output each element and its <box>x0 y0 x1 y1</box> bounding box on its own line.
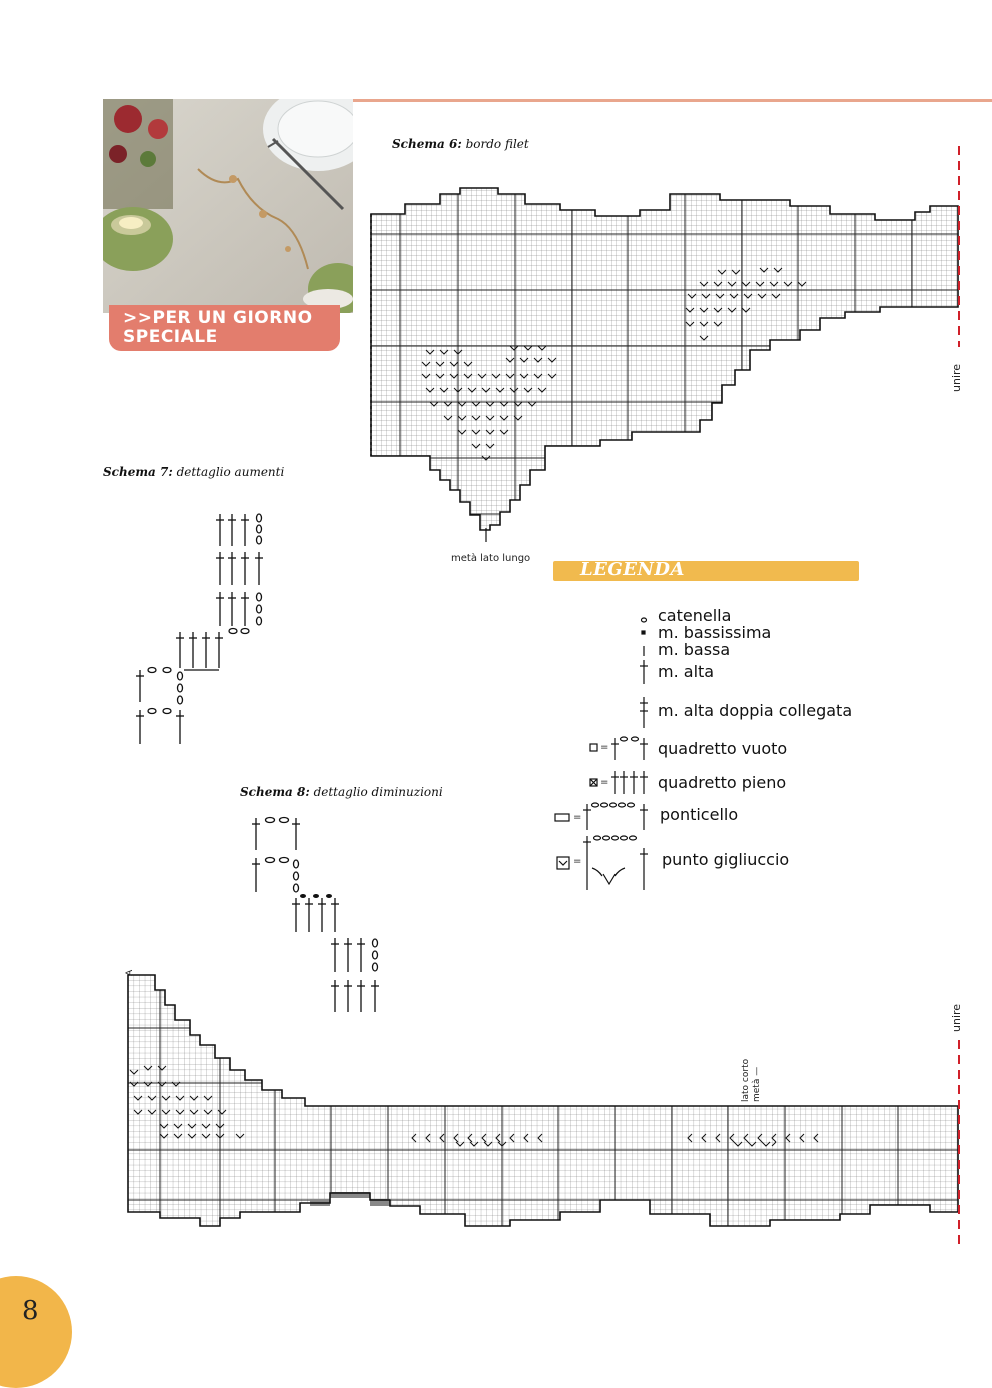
section-banner-text: >>PER UN GIORNO SPECIALE <box>123 308 313 347</box>
schema6-caption-bold: Schema 6: <box>392 137 462 151</box>
legend-item-alta: m. alta <box>658 662 715 681</box>
legend-title: LEGENDA <box>580 559 685 580</box>
schema6-join-label: unire <box>950 363 963 392</box>
legend-equals-2: = <box>600 777 609 788</box>
schema6-caption-rest: bordo filet <box>461 137 529 151</box>
schema8-caption-rest: dettaglio diminuzioni <box>309 785 443 799</box>
half-short-side-label-1: metà — <box>752 1066 762 1102</box>
legend-item-alta-doppia: m. alta doppia collegata <box>658 701 853 720</box>
legend-item-bassa: m. bassa <box>658 640 731 659</box>
schema9-join-label: unire <box>950 1003 963 1032</box>
schema6-half-long-side-label: metà lato lungo <box>451 553 531 564</box>
chart-point-a-label: A <box>125 969 135 976</box>
legend-item-bassissima: m. bassissima <box>658 623 772 642</box>
schema7-caption-rest: dettaglio aumenti <box>172 465 285 479</box>
page-number: 8 <box>22 1296 39 1326</box>
legend-item-gigliuccio: punto gigliuccio <box>662 850 790 869</box>
legend-item-ponticello: ponticello <box>660 805 739 824</box>
legend-item-quadretto-pieno: quadretto pieno <box>658 773 787 792</box>
half-short-side-label-2: lato corto <box>741 1058 751 1102</box>
legend-item-catenella: catenella <box>658 606 732 625</box>
legend-item-quadretto-vuoto: quadretto vuoto <box>658 739 788 758</box>
schema7-caption <box>103 465 284 479</box>
legend-equals-1: = <box>600 742 609 753</box>
legend-equals-4: = <box>573 856 582 867</box>
schema8-caption <box>240 785 443 799</box>
legend-equals-3: = <box>573 812 582 823</box>
schema8-caption-bold: Schema 8: <box>240 785 310 799</box>
schema7-caption-bold: Schema 7: <box>103 465 173 479</box>
